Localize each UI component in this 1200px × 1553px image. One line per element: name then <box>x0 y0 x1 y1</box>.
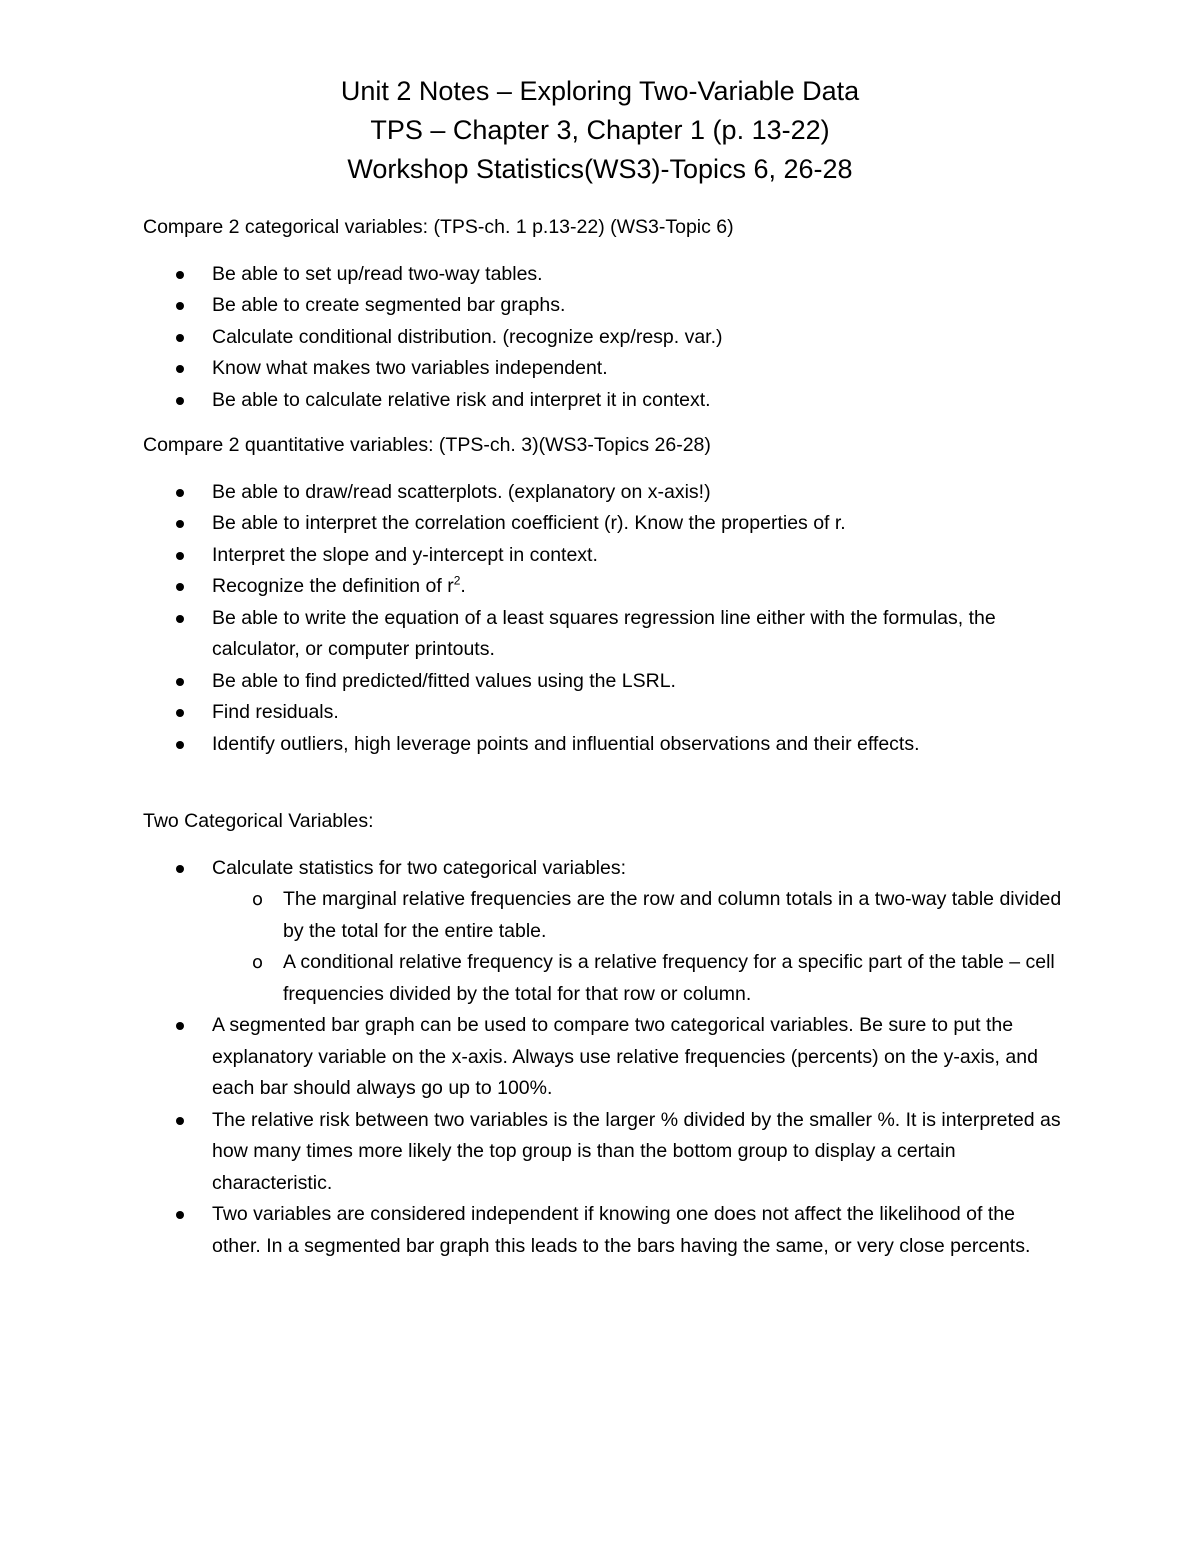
sub-list <box>212 884 1063 1010</box>
list-two-categorical-notes <box>143 853 1063 1263</box>
list-categorical-goals <box>143 259 1063 417</box>
bullet-icon <box>176 1211 184 1219</box>
bullet-icon <box>176 489 184 497</box>
list-item: Know what makes two variables independent. <box>143 353 1063 385</box>
bullet-icon <box>176 271 184 279</box>
title-line-1: Unit 2 Notes – Exploring Two-Variable Data <box>340 76 860 106</box>
bullet-icon <box>176 709 184 717</box>
list-item: Find residuals. <box>143 697 1063 729</box>
bullet-icon <box>176 583 184 591</box>
list-item: Calculate statistics for two categorical variables: o The marginal relative frequencies are the row and column totals in a two-way table divided by the total for the entire table. o A conditional relative frequency is a relative frequency for a specific part of the table – cell frequencies divided by the total for that row or column. <box>143 853 1063 1011</box>
list-item: Be able to calculate relative risk and interpret it in context. <box>143 385 1063 417</box>
list-item: Be able to write the equation of a least squares regression line either with the formulas, the calculator, or computer printouts. <box>143 603 1063 666</box>
title-line-2: TPS – Chapter 3, Chapter 1 (p. 13-22) <box>370 115 830 145</box>
bullet-icon <box>176 520 184 528</box>
document-body <box>143 212 1063 1262</box>
list-item: Be able to interpret the correlation coefficient (r). Know the properties of r. <box>143 508 1063 540</box>
bullet-icon <box>176 1117 184 1125</box>
bullet-icon <box>176 741 184 749</box>
list-item: Be able to draw/read scatterplots. (explanatory on x-axis!) <box>143 477 1063 509</box>
hollow-bullet-icon: o <box>252 889 264 910</box>
r-squared-superscript: 2 <box>453 573 461 588</box>
list-item: Two variables are considered independent if knowing one does not affect the likelihood of the other. In a segmented bar graph this leads to the bars having the same, or very close percents. <box>143 1199 1063 1262</box>
list-item: Be able to find predicted/fitted values using the LSRL. <box>143 666 1063 698</box>
hollow-bullet-icon: o <box>252 952 264 973</box>
section-heading-quantitative: Compare 2 quantitative variables: (TPS-ch. 3)(WS3-Topics 26-28) <box>143 434 711 456</box>
list-item: The relative risk between two variables is the larger % divided by the smaller %. It is interpreted as how many times more likely the top group is than the bottom group to display a certain characteristic. <box>143 1105 1063 1200</box>
sub-list-item: o The marginal relative frequencies are the row and column totals in a two-way table divided by the total for the entire table. <box>212 884 1063 947</box>
list-item: Calculate conditional distribution. (recognize exp/resp. var.) <box>143 322 1063 354</box>
document-title <box>0 72 1200 189</box>
list-item: Be able to set up/read two-way tables. <box>143 259 1063 291</box>
bullet-icon <box>176 615 184 623</box>
list-item: Be able to create segmented bar graphs. <box>143 290 1063 322</box>
list-quantitative-goals <box>143 477 1063 761</box>
title-line-3: Workshop Statistics(WS3)-Topics 6, 26-28 <box>347 154 853 184</box>
bullet-icon <box>176 334 184 342</box>
list-item: Recognize the definition of $r^2$. <box>143 571 1063 603</box>
section-heading-categorical: Compare 2 categorical variables: (TPS-ch. 1 p.13-22) (WS3-Topic 6) <box>143 216 734 238</box>
bullet-icon <box>176 678 184 686</box>
bullet-icon <box>176 1022 184 1030</box>
list-item: Interpret the slope and y-intercept in context. <box>143 540 1063 572</box>
list-item: A segmented bar graph can be used to compare two categorical variables. Be sure to put the explanatory variable on the x-axis. Always use relative frequencies (percents) on the y-axis, and each bar should always go up to 100%. <box>143 1010 1063 1105</box>
bullet-icon <box>176 302 184 310</box>
list-item: Identify outliers, high leverage points and influential observations and their effects. <box>143 729 1063 761</box>
sub-list-item: o A conditional relative frequency is a relative frequency for a specific part of the table – cell frequencies divided by the total for that row or column. <box>212 947 1063 1010</box>
bullet-icon <box>176 865 184 873</box>
section-heading-two-categorical: Two Categorical Variables: <box>143 810 374 832</box>
bullet-icon <box>176 365 184 373</box>
bullet-icon <box>176 552 184 560</box>
bullet-icon <box>176 397 184 405</box>
